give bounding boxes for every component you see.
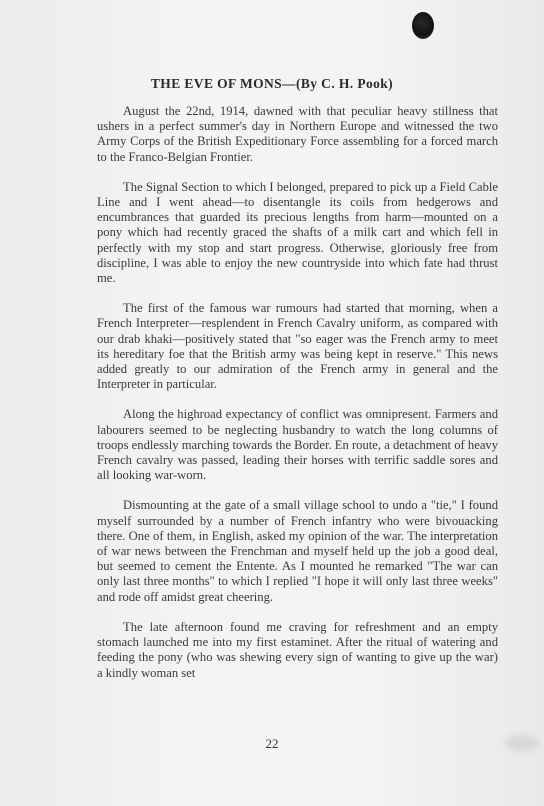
paragraph-4: Along the highroad expectancy of conflict was omnipresent. Farmers and labourers seemed to be neglecting husbandry to watch the long columns of troops endlessly marching towards the Border. En route, a detachment of heavy French cavalry was passed, leading their horses with terrific saddle sores and all looking war-worn. [97,407,498,483]
paragraph-3: The first of the famous war rumours had started that morning, when a French Interpreter—resplendent in French Cavalry uniform, as compared with our drab khaki—positively stated that "so eager was the French army to meet its hereditary foe that the British army was being kept in reserve." This news added greatly to our admiration of the French army in general and the Interpreter in particular. [97,301,498,392]
article-title: THE EVE OF MONS—(By C. H. Pook) [150,76,394,91]
paragraph-5: Dismounting at the gate of a small village school to undo a "tie," I found myself surrounded by a number of French infantry who were bivouacking there. One of them, in English, asked my opinion of the war. The interpretation of war news between the Frenchman and myself held up the job a good deal, but seemed to cement the Entente. As I mounted he remarked "The war can only last three months" to which I replied "I hope it will only last three weeks" and rode off amidst great cheering. [97,498,498,604]
paragraph-2: The Signal Section to which I belonged, prepared to pick up a Field Cable Line and I went ahead—to disentangle its coils from hedgerows and encumbrances that guarded its precious lengths from harm—mounted on a pony which had recently graced the shafts of a milk cart and which fell in perfectly with my stop and start progress. Otherwise, gloriously free from discipline, I was able to enjoy the new countryside into which fate had thrust me. [97,179,498,286]
article-body [97,104,498,681]
paragraph-6: The late afternoon found me craving for refreshment and an empty stomach launched me into my first estaminet. After the ritual of watering and feeding the pony (who was shewing every sign of wanting to give up the war) a kindly woman set [97,619,498,680]
paragraph-1: August the 22nd, 1914, dawned with that peculiar heavy stillness that ushers in a perfect summer's day in Northern Europe and witnessed the two Army Corps of the British Expeditionary Force assembling for a forced march to the Franco-Belgian Frontier. [97,104,498,164]
punch-hole [412,12,434,39]
page-number: 22 [265,736,279,751]
